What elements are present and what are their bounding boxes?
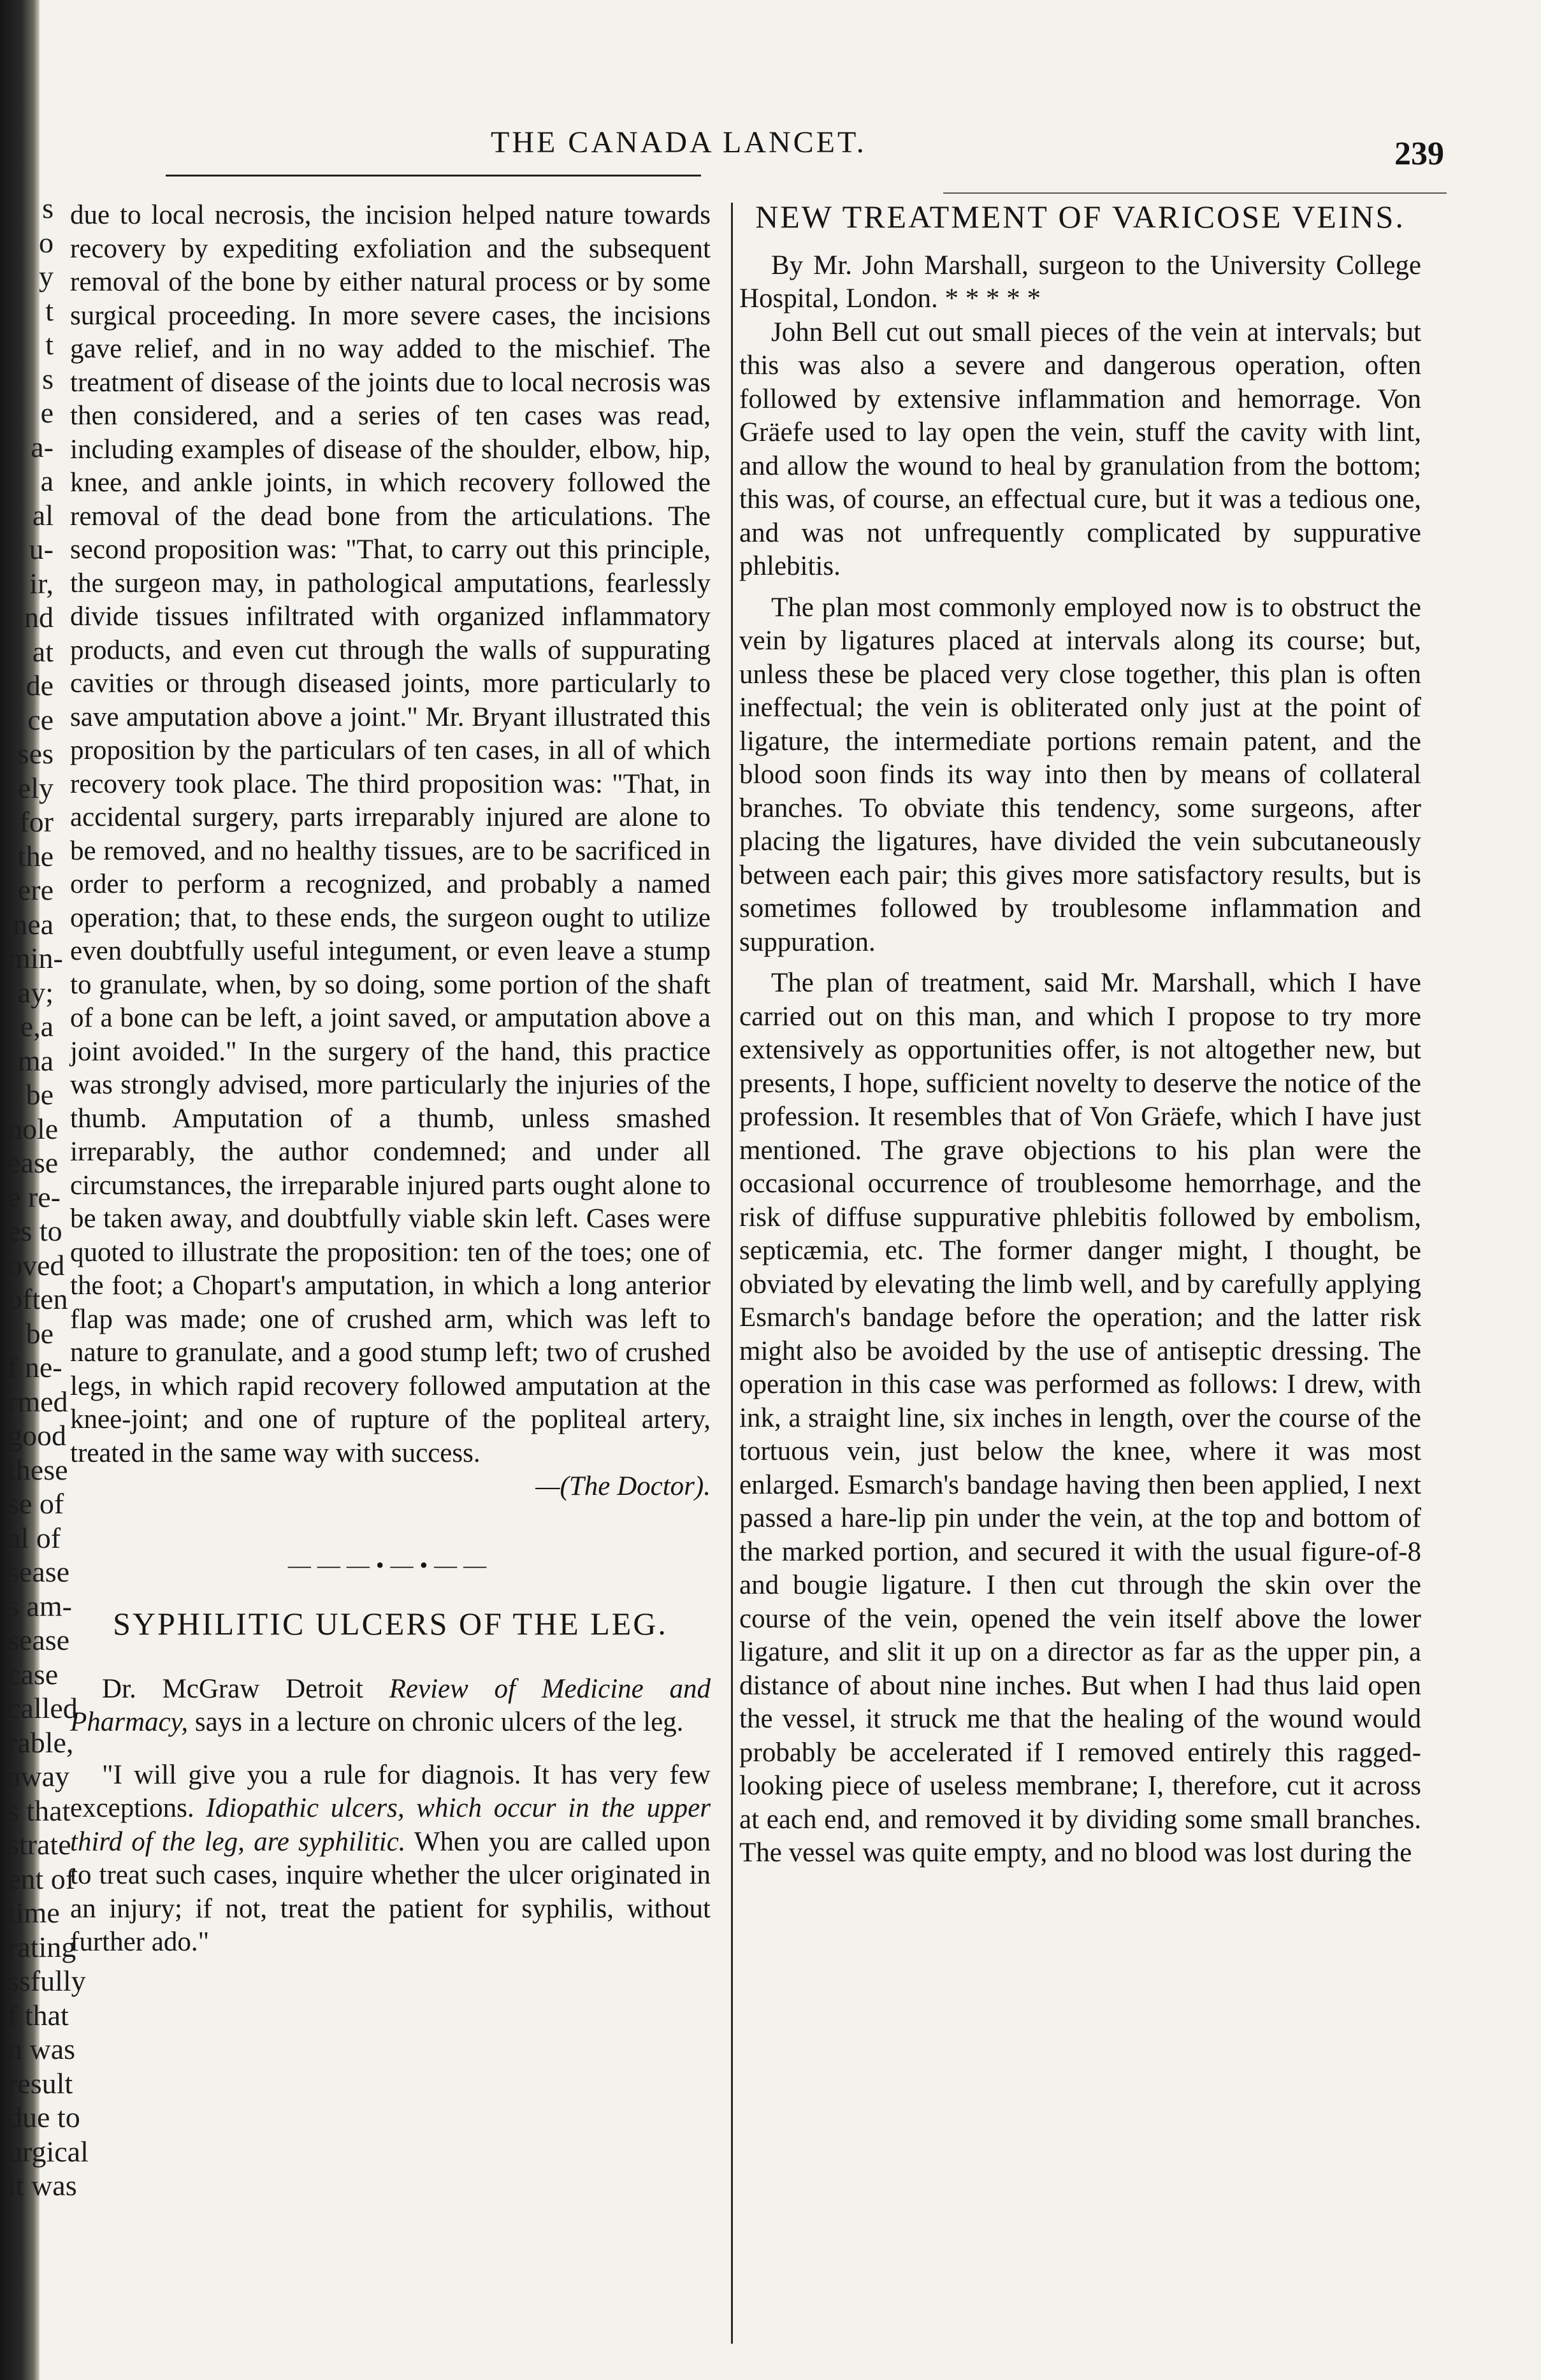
- quote-rule-italic: Idiopathic ulcers, which occur in the upper third of the leg, are syphilitic.: [70, 1793, 711, 1857]
- previous-page-fragment: rable,: [8, 1726, 74, 1759]
- header-rule-left: [166, 175, 701, 177]
- left-column: [70, 199, 711, 1959]
- previous-page-fragment: u-: [29, 533, 54, 565]
- intro-text-b: says in a lecture on chronic ulcers of the leg.: [188, 1707, 684, 1737]
- previous-page-fragment: ely: [17, 771, 54, 804]
- previous-page-fragment: case: [8, 1657, 59, 1691]
- previous-page-fragment: al of: [8, 1521, 61, 1554]
- page-number: 239: [1394, 136, 1444, 172]
- previous-page-fragment: be: [25, 1078, 54, 1111]
- previous-page-fragment: n was: [8, 2033, 76, 2065]
- previous-page-fragment: often: [8, 1283, 68, 1315]
- page-header: [0, 125, 1541, 189]
- article-signoff: —(The Doctor).: [535, 1471, 711, 1501]
- previous-page-fragment: s: [42, 362, 54, 395]
- previous-page-fragment: nole: [8, 1112, 59, 1145]
- previous-page-fragment: ent of: [8, 1862, 76, 1895]
- previous-page-fragment: the: [17, 839, 54, 872]
- previous-page-fragment: a-: [31, 430, 54, 463]
- article-paragraph: The plan of treatment, said Mr. Marshall, which I have carried out on this man, and which I propose to try more extensively as opportunities offer, is not altogether new, but presents, I hope, sufficient novelty to deserve the notice of the profession. It resembles that of Von Gräefe, which I have just mentioned. The grave objections to his plan were the occasional occurrence of troublesome hemorrhage, and the risk of diffuse suppurative phlebitis followed by embolism, septicæmia, etc. The former danger might, I thought, be obviated by elevating the limb well, and by carefully applying Esmarch's bandage before the operation; and the latter risk might also be avoided by the use of antiseptic dressing. The operation in this case was performed as follows: I drew, with ink, a straight line, six inches in length, over the course of the tortuous vein, just below the knee, where it was most enlarged. Esmarch's bandage having then been applied, I next passed a hare-lip pin under the vein, at the top and bottom of the marked portion, and secured it with the usual figure-of-8 and bougie ligature. I then cut through the skin over the course of the vein, opened the vein itself above the lower ligature, and slit it up on a director as far as the upper pin, a distance of about nine inches. But when I had thus laid open the vessel, it struck me that the healing of the wound would probably be accelerated if I removed entirely this ragged-looking piece of useless membrane; I, therefore, cut it across at each end, and removed it by dividing some small branches. The vessel was quite empty, and no blood was lost during the: [739, 968, 1421, 1868]
- previous-page-fragment: ssfully: [8, 1965, 86, 1997]
- previous-page-fragment: good: [8, 1419, 66, 1452]
- previous-page-fragment: called: [8, 1692, 78, 1724]
- previous-page-fragment: sease: [8, 1624, 70, 1656]
- previous-page-fragment: strate: [8, 1828, 71, 1861]
- previous-page-fragment: ease: [8, 1146, 59, 1179]
- previous-page-fragment: es to: [8, 1215, 62, 1247]
- previous-page-fragment: time: [8, 1896, 60, 1929]
- quote-text-b: When you are called upon to treat such cases, inquire whether the ulcer originated in an injury; if not, treat the patient for syphilis, without further ado.": [70, 1826, 711, 1957]
- previous-page-fragment: away: [8, 1760, 70, 1792]
- previous-page-fragment: it was: [8, 2169, 77, 2202]
- previous-page-fragment: e,a: [20, 1010, 54, 1042]
- quote-paragraph: [70, 1759, 711, 1959]
- previous-page-fragment: f ne-: [8, 1351, 62, 1383]
- previous-page-fragment: e: [40, 396, 54, 429]
- previous-page-fragment: sease: [8, 1555, 70, 1588]
- previous-page-fragment: o: [39, 226, 54, 259]
- running-title: THE CANADA LANCET.: [491, 126, 867, 159]
- previous-page-fragment: se of: [8, 1487, 64, 1520]
- previous-page-fragment: ir,: [29, 566, 54, 600]
- section-intro-paragraph: [70, 1673, 711, 1740]
- article-paragraph: The plan most commonly employed now is to obstruct the vein by ligatures placed at intervals along its course; but, unless these be placed very close together, this plan is often ineffectual; the vein is obliterated only just at the point of ligature, the intermediate portions remain patent, and the blood soon finds its way into then by means of collateral branches. To obviate this tendency, some surgeons, after placing the ligatures, have divided the vein subcutaneously between each pair; this gives more satisfactory results, but is sometimes followed by troublesome inflammation and suppuration.: [739, 592, 1421, 957]
- previous-page-fragment: ce: [27, 703, 54, 736]
- article-byline: By Mr. John Marshall, surgeon to the University College Hospital, London. * * * * *: [739, 250, 1421, 314]
- previous-page-fragment: y: [39, 260, 54, 292]
- previous-page-fragment: at: [32, 635, 54, 668]
- previous-page-fragment: these: [8, 1453, 68, 1486]
- previous-page-fragment: t: [45, 294, 54, 327]
- intro-text-a: Dr. McGraw Detroit: [102, 1673, 389, 1704]
- previous-page-fragment: s: [42, 192, 54, 224]
- article-continuation-paragraph: due to local necrosis, the incision helped nature towards recovery by expediting exfoliation and the subsequent removal of the bone by either natural process or by some surgical proceeding. In more severe cases, the incisions gave relief, and in no way added to the mischief. The treatment of disease of the joints due to local necrosis was then considered, and a series of ten cases was read, including examples of disease of the shoulder, elbow, hip, knee, and ankle joints, in which recovery followed the removal of the dead bone from the articulations. The second proposition was: "That, to carry out this principle, the surgeon may, in pathological amputations, fearlessly divide tissues infiltrated with organized inflammatory products, and even cut through the walls of suppurating cavities or through diseased joints, more particularly to save amputation above a joint." Mr. Bryant illustrated this proposition by the particulars of ten cases, in all of which recovery took place. The third proposition was: "That, in accidental surgery, parts irreparably injured are alone to be removed, and no healthy tissues, are to be sacrificed in order to perform a recognized, and probably a named operation; that, to these ends, the surgeon ought to utilize even doubtfully useful integument, or even leave a stump to granulate, when, by so doing, some portion of the shaft of a bone can be left, a joint saved, or amputation above a joint avoided." In the surgery of the hand, this practice was strongly advised, more particularly the injuries of the thumb. Amputation of a thumb, unless smashed irreparably, the author condemned; and under all circumstances, the irreparable injured parts ought alone to be taken away, and doubtfully viable skin left. Cases were quoted to illustrate the proposition: ten of the toes; one of the foot; a Chopart's amputation, in which a long anterior flap was made; one of crushed arm, which was left to nature to granulate, and a good stump left; two of crushed legs, in which rapid recovery followed amputation at the knee-joint; and one of rupture of the popliteal artery, treated in the same way with success.: [70, 200, 711, 1468]
- previous-page-fragment: ay;: [17, 976, 54, 1009]
- previous-page-fragment: ma: [17, 1044, 54, 1077]
- previous-page-fragment: rmed: [8, 1385, 68, 1418]
- previous-page-fragment: f that: [8, 1998, 69, 2031]
- previous-page-fragment: t: [45, 328, 54, 361]
- section-title-syphilitic-ulcers: SYPHILITIC ULCERS OF THE LEG.: [113, 1606, 668, 1641]
- previous-page-fragment: oved: [8, 1248, 65, 1281]
- section-title-varicose-veins: NEW TREATMENT OF VARICOSE VEINS.: [755, 199, 1405, 234]
- previous-page-edge: [8, 191, 89, 2203]
- journal-name: Review of Medicine and Pharmacy,: [70, 1673, 711, 1737]
- column-divider: [731, 203, 733, 2344]
- previous-page-fragment: min-: [8, 942, 63, 974]
- previous-page-fragment: a: [40, 465, 54, 497]
- previous-page-fragment: ere: [17, 874, 54, 906]
- previous-page-fragment: for: [19, 805, 54, 838]
- previous-page-fragment: al: [32, 498, 54, 531]
- right-column: [739, 199, 1421, 1870]
- previous-page-fragment: ses: [17, 737, 54, 770]
- previous-page-fragment: due to: [8, 2101, 80, 2133]
- previous-page-fragment: nd: [24, 601, 54, 633]
- header-rule-right: [943, 192, 1447, 194]
- previous-page-fragment: be: [25, 1316, 54, 1350]
- previous-page-fragment: e re-: [8, 1180, 61, 1213]
- previous-page-fragment: result: [8, 2066, 73, 2100]
- previous-page-fragment: rating: [8, 1930, 76, 1963]
- article-paragraph: John Bell cut out small pieces of the vein at intervals; but this was also a severe and dangerous operation, often followed by extensive inflammation and hemorrage. Von Gräefe used to lay open the vein, stuff the cavity with lint, and allow the wound to heal by granulation from the bottom; this was, of course, an effectual cure, but it was a tedious one, and was not unfrequently complicated by suppurative phlebitis.: [739, 317, 1421, 581]
- previous-page-fragment: s that: [8, 1794, 71, 1827]
- quote-text-a: "I will give you a rule for diagnois. It has very few exceptions.: [70, 1759, 711, 1823]
- previous-page-fragment: nea: [13, 907, 54, 941]
- section-separator-ornament: ———•—•——: [287, 1552, 493, 1578]
- previous-page-fragment: urgical: [8, 2135, 89, 2168]
- previous-page-fragment: de: [25, 669, 54, 702]
- previous-page-fragment: s am-: [8, 1589, 72, 1622]
